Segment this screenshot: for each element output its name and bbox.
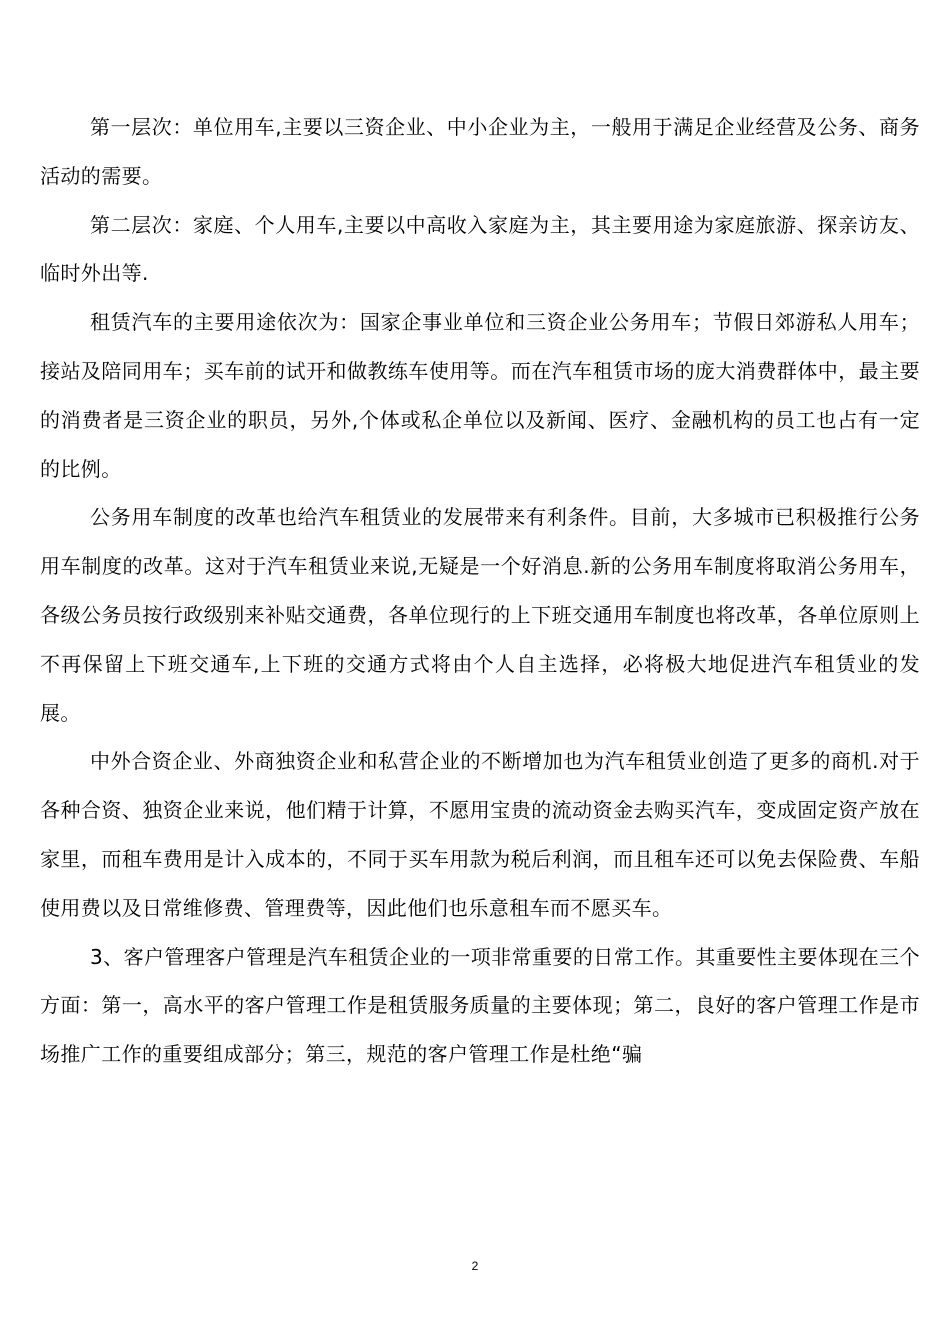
page-number: 2 xyxy=(471,1259,479,1273)
paragraph-main-uses: 租赁汽车的主要用途依次为：国家企事业单位和三资企业公务用车；节假日郊游私人用车；接站及陪同用车；买车前的试开和做教练车使用等。而在汽车租赁市场的庞大消费群体中，最主要的消费者是三资企业的职员，另外,个体或私企单位以及新闻、医疗、金融机构的员工也占有一定的比例。 xyxy=(40,310,920,481)
paragraph-usage-level-one: 第一层次：单位用车,主要以三资企业、中小企业为主，一般用于满足企业经营及公务、商务活动的需要。 xyxy=(40,115,920,188)
paragraph-foreign-enterprises: 中外合资企业、外商独资企业和私营企业的不断增加也为汽车租赁业创造了更多的商机.对于各种合资、独资企业来说，他们精于计算，不愿用宝贵的流动资金去购买汽车，变成固定资产放在家里，而租车费用是计入成本的，不同于买车用款为税后利润，而且租车还可以免去保险费、车船使用费以及日常维修费、管理费等，因此他们也乐意租车而不愿买车。 xyxy=(40,749,920,920)
paragraph-usage-level-two: 第二层次：家庭、个人用车,主要以中高收入家庭为主，其主要用途为家庭旅游、探亲访友、临时外出等. xyxy=(40,212,920,286)
body-text xyxy=(40,103,920,1079)
paragraph-customer-management: 3、客户管理客户管理是汽车租赁企业的一项非常重要的日常工作。其重要性主要体现在三个方面：第一，高水平的客户管理工作是租赁服务质量的主要体现；第二，良好的客户管理工作是市场推广工作的重要组成部分；第三，规范的客户管理工作是杜绝“骗 xyxy=(40,944,920,1067)
paragraph-official-car-reform: 公务用车制度的改革也给汽车租赁业的发展带来有利条件。目前，大多城市已积极推行公务用车制度的改革。这对于汽车租赁业来说,无疑是一个好消息.新的公务用车制度将取消公务用车，各级公务员按行政级别来补贴交通费，各单位现行的上下班交通用车制度也将改革，各单位原则上不再保留上下班交通车,上下班的交通方式将由个人自主选择，必将极大地促进汽车租赁业的发展。 xyxy=(40,505,920,725)
